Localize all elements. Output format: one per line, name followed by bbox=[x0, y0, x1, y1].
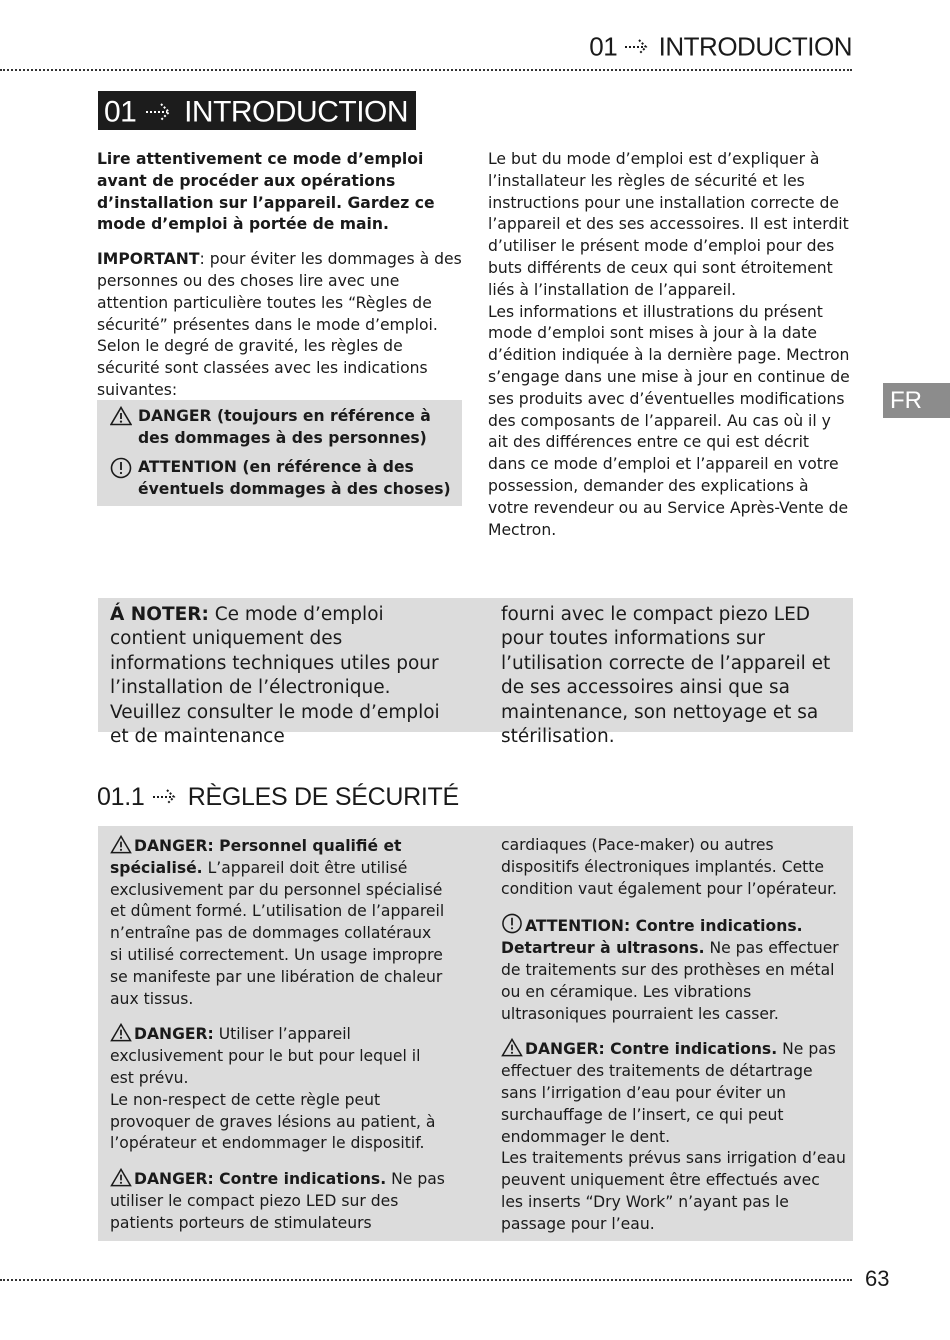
rule-prosthesis-text: Ne pas effectuer de traitements sur des prothèses en métal ou en céramique. Les vibrations ultrasoniques pourraient les casser. bbox=[501, 939, 839, 1023]
note-left-text: Ce mode d’emploi contient uniquement des informations techniques utiles pour l’installation de l’électronique. Veuillez consulter le mode d’emploi et de maintenance bbox=[110, 604, 440, 748]
rule-pacemaker-continued: cardiaques (Pace-maker) ou autres dispositifs électroniques implantés. Cette condition vaut également pour l’opérateur. bbox=[501, 836, 838, 898]
rule-pacemaker bbox=[110, 1168, 445, 1234]
intro-right-paragraph-1: Le but du mode d’emploi est d’expliquer à l’installateur les règles de sécurité et les instructions pour une installation correcte de l’appareil et des ses accessoires. Il est interdit d’utiliser le présent mode d’emploi pour des buts différents de ceux qui sont étroitement liés à l’installation de l’appareil. bbox=[488, 150, 849, 299]
warning-triangle-icon bbox=[110, 406, 132, 426]
exclamation-circle-icon bbox=[501, 913, 523, 934]
chapter-number: 01 bbox=[104, 95, 137, 129]
intro-bold-paragraph: Lire attentivement ce mode d’emploi avant de procéder aux opérations d’installation sur l’appareil. Gardez ce mode d’emploi à portée de main. bbox=[97, 150, 435, 234]
rule-irrigation-dry-work: Les traitements prévus sans irrigation d’eau peuvent uniquement être effectués avec les inserts “Dry Work” n’ayant pas le passage pour l’eau. bbox=[501, 1149, 846, 1233]
page-number: 63 bbox=[865, 1266, 890, 1291]
dotted-arrow-icon bbox=[624, 37, 652, 57]
chapter-title-text: INTRODUCTION bbox=[184, 95, 409, 129]
rule-usage-consequence: Le non-respect de cette règle peut provoquer de graves lésions au patient, à l’opérateur et endommager le dispositif. bbox=[110, 1090, 436, 1153]
running-header-number: 01 bbox=[589, 31, 618, 62]
important-paragraph bbox=[97, 249, 465, 402]
important-text: : pour éviter les dommages à des personnes ou des choses lire avec une attention particulière toutes les “Règles de sécurité” présentes dans le mode d’emploi. Selon le degré de gravité, les règles de sécurité sont classées avec les indications suivantes: bbox=[97, 250, 462, 399]
rule-irrigation-title: DANGER: Contre indications. bbox=[525, 1040, 778, 1059]
rules-right-column bbox=[501, 835, 846, 1236]
note-box bbox=[98, 598, 853, 748]
rule-personnel-title: DANGER: Personnel qualifié et spécialisé. bbox=[110, 837, 402, 877]
footer-rule bbox=[0, 1279, 852, 1281]
important-label: IMPORTANT bbox=[97, 250, 200, 269]
rule-personnel bbox=[110, 835, 445, 1010]
legend-danger bbox=[110, 405, 452, 449]
header-rule bbox=[0, 69, 852, 71]
legend-attention bbox=[110, 456, 452, 500]
warning-triangle-icon bbox=[110, 1168, 132, 1187]
running-header-title: INTRODUCTION bbox=[658, 31, 852, 62]
legend-attention-text: ATTENTION (en référence à des éventuels dommages à des choses) bbox=[138, 458, 451, 498]
note-label: Á NOTER: bbox=[110, 604, 209, 625]
rule-usage-text: Utiliser l’appareil exclusivement pour le but pour lequel il est prévu. bbox=[110, 1025, 421, 1087]
intro-right-column bbox=[488, 149, 850, 541]
warning-triangle-icon bbox=[501, 1038, 523, 1057]
rule-pacemaker-title: DANGER: Contre indications. bbox=[134, 1170, 387, 1189]
intro-left-column bbox=[97, 149, 465, 402]
rule-irrigation bbox=[501, 1038, 846, 1148]
dotted-arrow-icon bbox=[144, 101, 176, 123]
legend-box bbox=[97, 400, 462, 506]
rules-box bbox=[98, 826, 853, 1241]
running-header bbox=[0, 30, 852, 63]
rule-pacemaker-text: Ne pas utiliser le compact piezo LED sur des patients porteurs de stimulateurs bbox=[110, 1170, 445, 1232]
exclamation-circle-icon bbox=[110, 457, 132, 479]
chapter-title bbox=[98, 91, 416, 130]
section-title-text: RÈGLES DE SÉCURITÉ bbox=[187, 782, 459, 811]
rules-left-column bbox=[110, 835, 445, 1235]
legend-danger-text: DANGER (toujours en référence à des dommages à des personnes) bbox=[138, 407, 431, 447]
note-left bbox=[110, 603, 450, 749]
warning-triangle-icon bbox=[110, 835, 132, 854]
intro-right-paragraph-2: Les informations et illustrations du présent mode d’emploi sont mises à jour à la date d’édition indiquée à la dernière page. Mectron s’engage dans une mise à jour en continue de ses produits avec d’éventuelles modifications des composants de l’appareil. Au cas où il y ait des différences entre ce qui est décrit dans ce mode d’emploi et l’appareil en votre possession, demander des explications à votre revendeur ou au Service Après-Vente de Mectron. bbox=[488, 302, 850, 539]
rule-personnel-text: L’appareil doit être utilisé exclusivement par du personnel spécialisé et dûment formé. L’utilisation de l’appareil n’entraîne pas de dommages collatéraux si utilisé correctement. Un usage impropre se manifeste par une libération de chaleur aux tissus. bbox=[110, 858, 445, 1008]
rule-prosthesis-title: ATTENTION: Contre indications. Detartreur à ultrasons. bbox=[501, 917, 803, 958]
rule-prosthesis bbox=[501, 913, 846, 1025]
section-number: 01.1 bbox=[97, 782, 145, 811]
rule-usage-title: DANGER: bbox=[134, 1025, 214, 1044]
section-title bbox=[97, 782, 459, 812]
dotted-arrow-icon bbox=[151, 787, 181, 807]
warning-triangle-icon bbox=[110, 1023, 132, 1042]
note-right-text: fourni avec le compact piezo LED pour toutes informations sur l’utilisation correcte de l’appareil et de ses accessoires ainsi que sa maintenance, son nettoyage et sa stérilisation. bbox=[501, 604, 831, 748]
rule-irrigation-text: Ne pas effectuer des traitements de détartrage sans l’irrigation d’eau pour éviter un surchauffage de l’insert, ce qui peut endommager le dent. bbox=[501, 1040, 836, 1146]
rule-usage bbox=[110, 1023, 445, 1089]
language-tab: FR bbox=[883, 383, 950, 418]
note-right bbox=[501, 603, 846, 749]
